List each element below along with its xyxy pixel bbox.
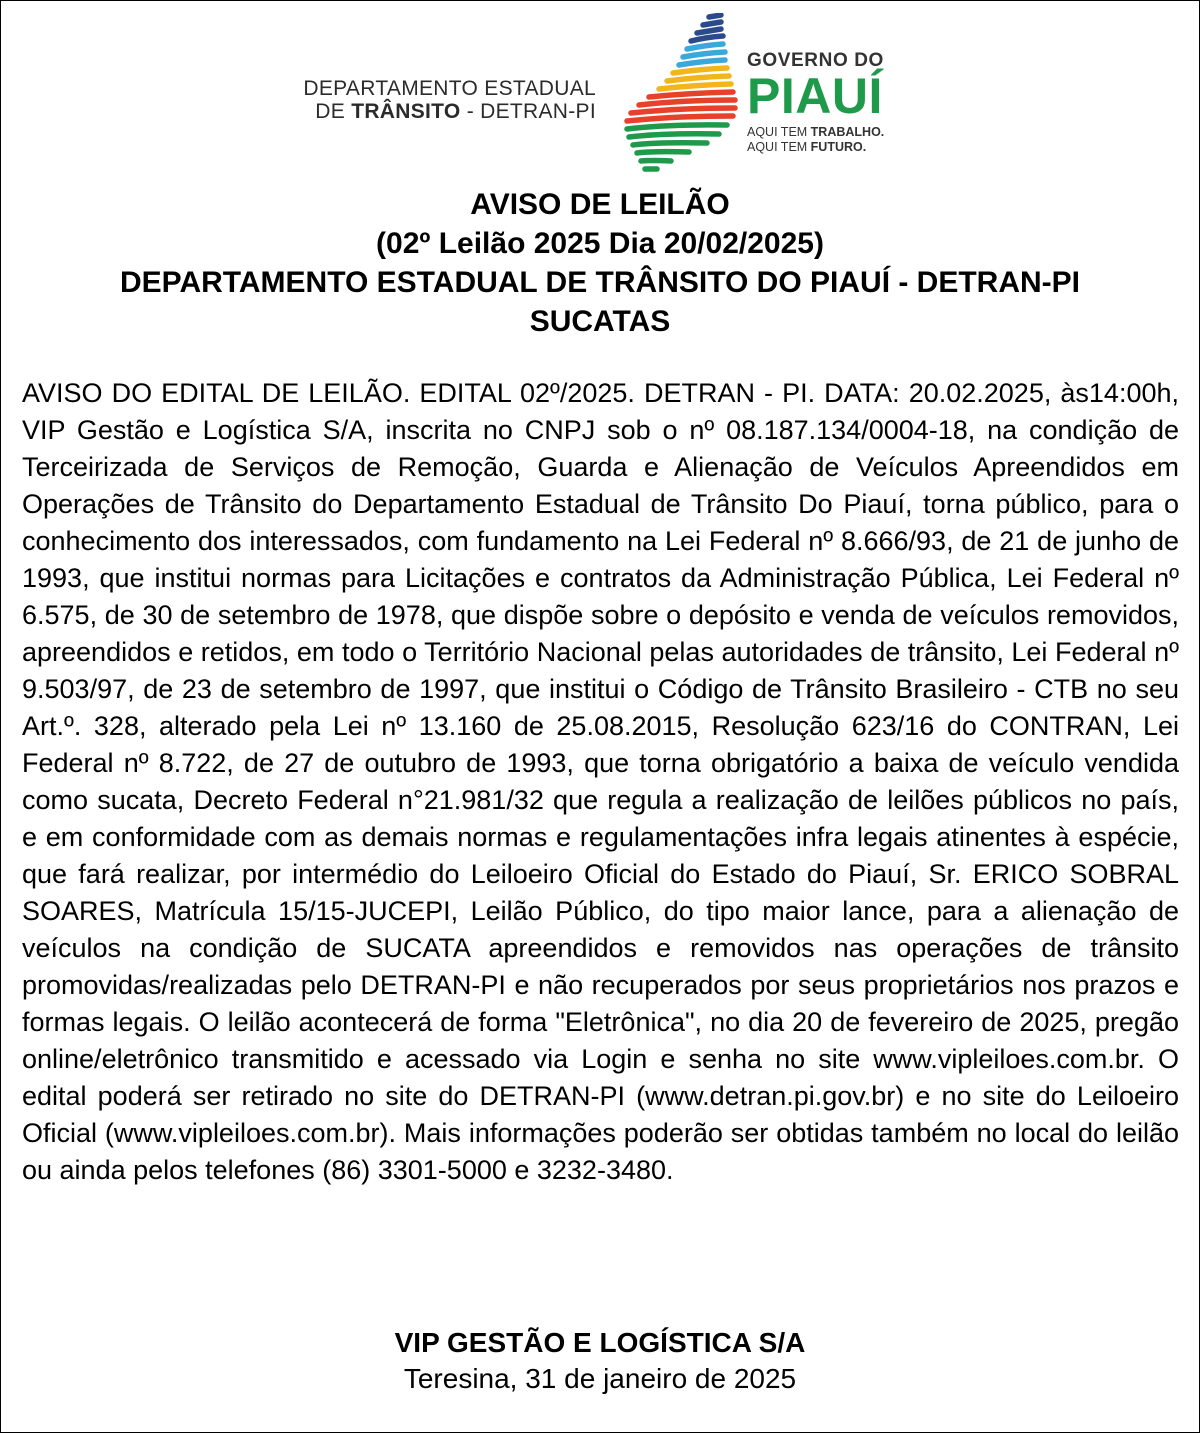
detran-logo-line2: [296, 100, 596, 123]
emblem-stripe: [637, 152, 689, 153]
emblem-stripe: [667, 76, 729, 81]
detran-logo-line2-suffix: - DETRAN-PI: [460, 100, 596, 123]
emblem-stripe: [687, 44, 723, 49]
emblem-stripe: [679, 60, 725, 65]
emblem-stripe: [641, 161, 671, 162]
governo-piaui-logo: [747, 51, 947, 155]
emblem-stripe: [631, 108, 735, 113]
emblem-stripe: [659, 84, 731, 89]
gov-slogan-line2: [747, 140, 947, 155]
notice-title: AVISO DE LEILÃO: [470, 188, 730, 221]
gov-logo-line1: GOVERNO DO: [747, 50, 884, 71]
emblem-stripe: [639, 100, 735, 105]
signature-place-date: Teresina, 31 de janeiro de 2025: [403, 1363, 797, 1394]
signature-company: VIP GESTÃO E LOGÍSTICA S/A: [394, 1327, 806, 1358]
emblem-stripe: [703, 22, 721, 25]
gov-slogan-line2-prefix: AQUI TEM: [747, 140, 811, 154]
gov-slogan-line1: [747, 125, 947, 140]
emblem-stripe: [709, 15, 721, 17]
signature-block: [1, 1325, 1199, 1397]
detran-logo-line2-bold: TRÂNSITO: [351, 100, 461, 123]
notice-department: DEPARTAMENTO ESTADUAL DE TRÂNSITO DO PIAUÍ - DETRAN-PI: [119, 266, 1081, 299]
detran-logo: [296, 77, 596, 123]
notice-subtitle: (02º Leilão 2025 Dia 20/02/2025): [376, 227, 824, 260]
detran-logo-line1: DEPARTAMENTO ESTADUAL: [303, 77, 596, 100]
piaui-map-emblem-icon: [623, 13, 743, 175]
emblem-stripe: [627, 125, 727, 129]
emblem-stripe: [683, 52, 725, 57]
header: [1, 1, 1199, 181]
gov-logo-line2: PIAUÍ: [747, 68, 883, 124]
detran-logo-line2-prefix: DE: [315, 100, 352, 123]
notice-category: SUCATAS: [529, 305, 671, 338]
notice-body: AVISO DO EDITAL DE LEILÃO. EDITAL 02º/2025. DETRAN - PI. DATA: 20.02.2025, às14:00h, VIP Gestão e Logística S/A, inscrita no CNPJ sob o nº 08.187.134/0004-18, na condição de Terceirizada de Serviços de Remoção, Guarda e Alienação de Veículos Apreendidos em Operações de Trânsito do Departamento Estadual de Trânsito Do Piauí, torna público, para o conhecimento dos interessados, com fundamento na Lei Federal nº 8.666/93, de 21 de junho de 1993, que institui normas para Licitações e contratos da Administração Pública, Lei Federal nº 6.575, de 30 de setembro de 1978, que dispõe sobre o depósito e venda de veículos removidos, apreendidos e retidos, em todo o Território Nacional pelas autoridades de trânsito, Lei Federal nº 9.503/97, de 23 de setembro de 1997, que institui o Código de Trânsito Brasileiro - CTB no seu Art.º. 328, alterado pela Lei nº 13.160 de 25.08.2015, Resolução 623/16 do CONTRAN, Lei Federal nº 8.722, de 27 de outubro de 1993, que torna obrigatório a baixa de veículo vendida como sucata, Decreto Federal n°21.981/32 que regula a realização de leilões públicos no país, e em conformidade com as demais normas e regulamentações infra legais atinentes à espécie, que fará realizar, por intermédio do Leiloeiro Oficial do Estado do Piauí, Sr. ERICO SOBRAL SOARES, Matrícula 15/15-JUCEPI, Leilão Público, do tipo maior lance, para a alienação de veículos na condição de SUCATA apreendidos e removidos nas operações de trânsito promovidas/realizadas pelo DETRAN-PI e não recuperados por seus proprietários nos prazos e formas legais. O leilão acontecerá de forma "Eletrônica", no dia 20 de fevereiro de 2025, pregão online/eletrônico transmitido e acessado via Login e senha no site www.vipleiloes.com.br. O edital poderá ser retirado no site do DETRAN-PI (www.detran.pi.gov.br) e no site do Leiloeiro Oficial (www.vipleiloes.com.br). Mais informações poderão ser obtidas também no local do leilão ou ainda pelos telefones (86) 3301-5000 e 3232-3480.: [22, 378, 1179, 1185]
emblem-stripe: [697, 29, 721, 33]
gov-slogan-line1-bold: TRABALHO.: [810, 125, 885, 139]
emblem-stripe: [629, 134, 719, 137]
notice-titles: [1, 185, 1199, 341]
gov-slogan-line1-prefix: AQUI TEM: [747, 125, 811, 139]
emblem-stripe: [673, 68, 727, 73]
gov-slogan-line2-bold: FUTURO.: [810, 140, 867, 154]
emblem-stripe: [627, 116, 733, 121]
emblem-stripe: [649, 92, 733, 97]
gov-logo-slogan: [747, 125, 947, 155]
emblem-stripe: [691, 36, 723, 41]
emblem-stripe: [633, 143, 707, 145]
